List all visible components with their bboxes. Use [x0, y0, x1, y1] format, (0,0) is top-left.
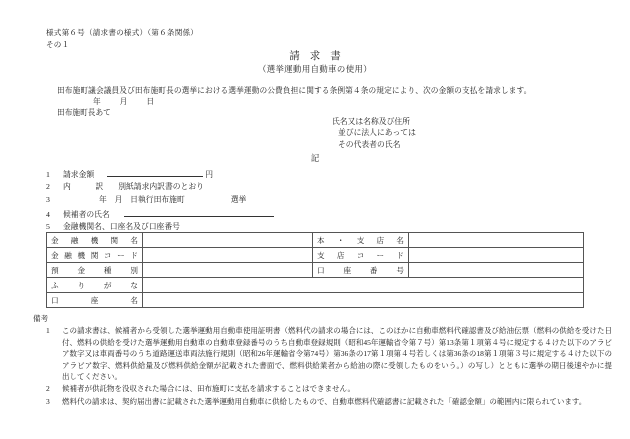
field-account-type[interactable] — [143, 263, 313, 278]
label-bank-code: 金融機関コード — [47, 248, 143, 263]
ki-marker: 記 — [310, 154, 320, 163]
document-subtitle: （選挙運動用自動車の使用） — [257, 65, 373, 74]
payee-info-block — [332, 116, 416, 150]
remark-text-2: 候補者が供託物を没収された場合には、田布施町に支払を請求することはできません。 — [62, 384, 355, 394]
list-item-amount — [46, 167, 586, 180]
remark-number-2: 2 — [46, 384, 50, 394]
amount-unit-yen: 円 — [205, 170, 213, 179]
form-sub-number: その１ — [46, 39, 70, 49]
item-value-election: 選挙 — [230, 195, 247, 205]
candidate-name-input-line[interactable] — [124, 207, 274, 217]
table-row — [47, 293, 584, 308]
remark-text-1: この請求書は、候補者から受領した選挙運動用自動車使用証明書（燃料代の請求の場合には、このほかに自動車燃料代確認書及び給油伝票（燃料の供給を受けた日付、燃料の供給を受けた選挙運動用自動車の自動車登録番号のうち自動車登録規則（昭和45年運輸省令第７号）第13条第１項第４号に規定する４けた以下のアラビア数字又は車両番号のうち道路運送車両法施行規則（昭和26年運輸省令第74号）第36条の17第１項第４号若しくは第36条の18第１項第３号に規定する４けた以下のアラビア数字、燃料供給量及び燃料供給金額が記載された書面で、燃料供給業者から給油の際に受領したものをいう。）の写し）とともに選挙の期日後速やかに提出してください。 — [62, 326, 612, 382]
amount-input-line[interactable] — [107, 167, 203, 177]
list-item-bank — [46, 220, 586, 233]
item-number-4: 4 — [46, 209, 50, 219]
intro-paragraph: 田布施町議会議員及び田布施町長の選挙における選挙運動の公費負担に関する条例第４条の規定により、次の金額の支払を請求します。 — [57, 86, 532, 95]
item-number-2: 2 — [46, 182, 50, 192]
field-branch-name[interactable] — [409, 233, 584, 248]
field-bank-code[interactable] — [143, 248, 313, 263]
item-label-bank: 金融機関名、口座名及び口座番号 — [63, 221, 180, 231]
table-row — [47, 248, 584, 263]
list-item-election — [46, 193, 586, 206]
label-account-type: 預金種別 — [47, 263, 143, 278]
item-label-breakdown: 内 訳 — [63, 182, 107, 192]
field-account-holder[interactable] — [143, 293, 584, 308]
label-bank-name: 金融機関名 — [47, 233, 143, 248]
payee-line-3: その代表者の氏名 — [338, 139, 401, 149]
item-number-5: 5 — [46, 221, 50, 231]
remarks-list — [46, 325, 612, 408]
form-number-header — [46, 27, 198, 50]
field-branch-code[interactable] — [409, 248, 584, 263]
item-label-election: 年 月 日執行田布施町 — [99, 195, 185, 205]
remark-number-3: 3 — [46, 396, 50, 406]
bank-account-table — [46, 232, 584, 308]
item-label-candidate: 候補者の氏名 — [63, 209, 110, 219]
remark-item-2 — [46, 383, 612, 395]
numbered-items-list — [46, 167, 586, 233]
table-row — [47, 278, 584, 293]
list-item-candidate — [46, 207, 586, 220]
addressee-line: 田布施町長あて — [57, 108, 111, 117]
payee-line-1: 氏名又は名称及び住所 — [332, 117, 410, 126]
item-value-breakdown: 別紙請求内訳書のとおり — [118, 182, 204, 192]
label-account-number: 口座番号 — [313, 263, 409, 278]
remark-item-3 — [46, 396, 612, 408]
label-account-holder: 口座名 — [47, 293, 143, 308]
table-row — [47, 263, 584, 278]
remark-text-3: 燃料代の請求は、契約届出書に記載された選挙運動用自動車に供給したもので、自動車燃料代確認書に記載された「確認金額」の範囲内に限られています。 — [62, 396, 587, 406]
item-number-3: 3 — [46, 195, 50, 205]
list-item-breakdown — [46, 180, 586, 193]
remarks-heading: 備考 — [33, 314, 49, 323]
label-branch-code: 支店コード — [313, 248, 409, 263]
item-label-amount: 請求金額 — [63, 170, 95, 179]
payee-line-2: 並びに法人にあっては — [338, 128, 416, 138]
field-account-number[interactable] — [409, 263, 584, 278]
field-furigana[interactable] — [143, 278, 584, 293]
label-furigana: ふりがな — [47, 278, 143, 293]
date-line: 年 月 日 — [93, 97, 156, 106]
remark-item-1 — [46, 325, 612, 383]
form-number: 様式第６号（請求書の様式）（第６条関係） — [46, 28, 199, 37]
item-number-1: 1 — [46, 170, 50, 179]
remark-number-1: 1 — [46, 326, 50, 335]
field-bank-name[interactable] — [143, 233, 313, 248]
table-row — [47, 233, 584, 248]
label-branch-name: 本・支店名 — [313, 233, 409, 248]
document-title: 請求書 — [289, 51, 351, 62]
